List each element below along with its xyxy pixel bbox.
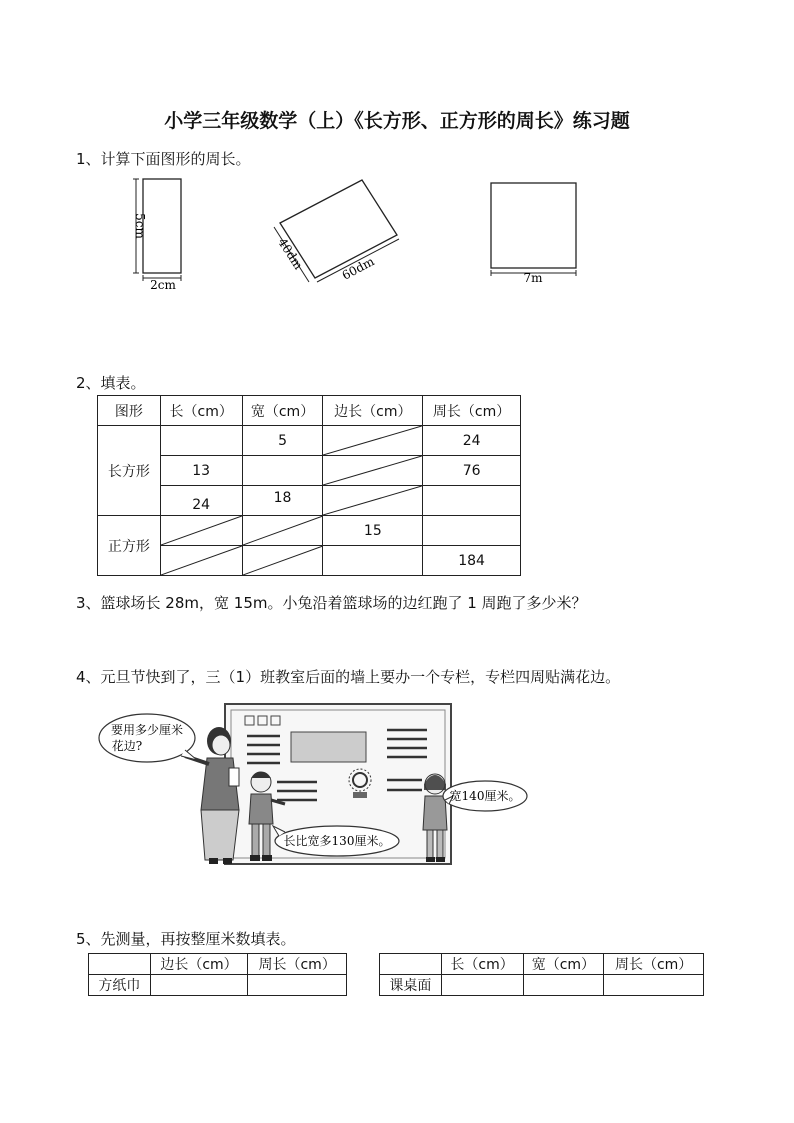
boy-speech-text: 长比宽多130厘米。 bbox=[283, 834, 391, 848]
q5-table-2 bbox=[379, 953, 704, 996]
q4-illustration bbox=[97, 700, 537, 870]
q2-header: 图形 bbox=[98, 396, 161, 426]
fig1-width-label: 2cm bbox=[150, 278, 176, 292]
fig2-short-label: 40dm bbox=[275, 235, 306, 273]
q5-t2-perimeter-cell[interactable] bbox=[604, 975, 704, 996]
table-row bbox=[89, 954, 347, 975]
figure-square bbox=[491, 183, 576, 285]
teacher-speech-line2: 花边? bbox=[111, 739, 143, 753]
q1-figures bbox=[120, 172, 600, 292]
table-row bbox=[380, 975, 704, 996]
q2-header-row bbox=[98, 396, 521, 426]
q2-cell-length[interactable] bbox=[160, 426, 242, 456]
q5-t2-header: 周长（cm） bbox=[604, 954, 704, 975]
q5-t1-side-cell[interactable] bbox=[150, 975, 248, 996]
teacher-speech-bubble bbox=[99, 714, 195, 762]
q2-table bbox=[97, 395, 521, 576]
q2-header: 周长（cm） bbox=[423, 396, 521, 426]
table-row bbox=[89, 975, 347, 996]
q5-t2-width-cell[interactable] bbox=[523, 975, 604, 996]
table-row bbox=[98, 456, 521, 486]
table-row bbox=[380, 954, 704, 975]
q2-header: 长（cm） bbox=[160, 396, 242, 426]
question-1: 1、计算下面图形的周长。 bbox=[76, 150, 251, 168]
table-row bbox=[98, 486, 521, 516]
q2-cell-width[interactable]: 5 bbox=[242, 426, 323, 456]
q2-cell-perimeter[interactable] bbox=[423, 516, 521, 546]
q5-t1-header: 周长（cm） bbox=[248, 954, 347, 975]
q2-cell-crossed bbox=[323, 456, 423, 486]
q2-rect-label: 长方形 bbox=[98, 426, 161, 516]
q5-t1-header bbox=[89, 954, 151, 975]
q2-cell-perimeter[interactable]: 184 bbox=[423, 546, 521, 576]
question-4: 4、元旦节快到了，三（1）班教室后面的墙上要办一个专栏，专栏四周贴满花边。 bbox=[76, 668, 621, 686]
q5-t2-header: 长（cm） bbox=[441, 954, 523, 975]
page-title: 小学三年级数学（上）《长方形、正方形的周长》练习题 bbox=[164, 110, 630, 132]
q2-cell-crossed bbox=[323, 486, 423, 516]
fig2-long-label: 60dm bbox=[339, 254, 377, 283]
q2-cell-length[interactable]: 24 bbox=[160, 486, 242, 516]
q5-t2-row-label: 课桌面 bbox=[380, 975, 442, 996]
table-row bbox=[98, 546, 521, 576]
teacher-speech-line1: 要用多少厘米 bbox=[110, 723, 184, 737]
girl-speech-text: 宽140厘米。 bbox=[449, 789, 521, 803]
q5-t2-length-cell[interactable] bbox=[441, 975, 523, 996]
q5-table-1 bbox=[88, 953, 347, 996]
q5-t1-header: 边长（cm） bbox=[150, 954, 248, 975]
q2-cell-side[interactable] bbox=[323, 546, 423, 576]
table-row bbox=[98, 516, 521, 546]
q5-t1-row-label: 方纸巾 bbox=[89, 975, 151, 996]
q2-cell-perimeter[interactable]: 76 bbox=[423, 456, 521, 486]
q2-cell-crossed bbox=[160, 516, 242, 546]
fig1-height-label: 5cm bbox=[133, 213, 147, 239]
q2-header: 边长（cm） bbox=[323, 396, 423, 426]
q2-cell-width[interactable] bbox=[242, 456, 323, 486]
q2-cell-perimeter[interactable] bbox=[423, 486, 521, 516]
q2-cell-crossed bbox=[160, 546, 242, 576]
fig3-side-label: 7m bbox=[523, 271, 543, 285]
q2-cell-crossed bbox=[242, 516, 323, 546]
question-3: 3、篮球场长 28m，宽 15m。小兔沿着篮球场的边红跑了 1 周跑了多少米？ bbox=[76, 594, 587, 612]
q2-cell-perimeter[interactable]: 24 bbox=[423, 426, 521, 456]
figure-rectangle-rotated bbox=[274, 180, 399, 283]
q5-t1-perimeter-cell[interactable] bbox=[248, 975, 347, 996]
q5-t2-header bbox=[380, 954, 442, 975]
q2-cell-side[interactable]: 15 bbox=[323, 516, 423, 546]
table-row bbox=[98, 426, 521, 456]
question-5: 5、先测量，再按整厘米数填表。 bbox=[76, 930, 296, 948]
q5-t2-header: 宽（cm） bbox=[523, 954, 604, 975]
figure-rectangle-tall bbox=[133, 179, 181, 292]
q2-cell-width[interactable]: 18 bbox=[242, 486, 323, 516]
question-2: 2、填表。 bbox=[76, 374, 146, 392]
q2-cell-crossed bbox=[323, 426, 423, 456]
q2-cell-length[interactable]: 13 bbox=[160, 456, 242, 486]
q2-header: 宽（cm） bbox=[242, 396, 323, 426]
q2-cell-crossed bbox=[242, 546, 323, 576]
q2-square-label: 正方形 bbox=[98, 516, 161, 576]
